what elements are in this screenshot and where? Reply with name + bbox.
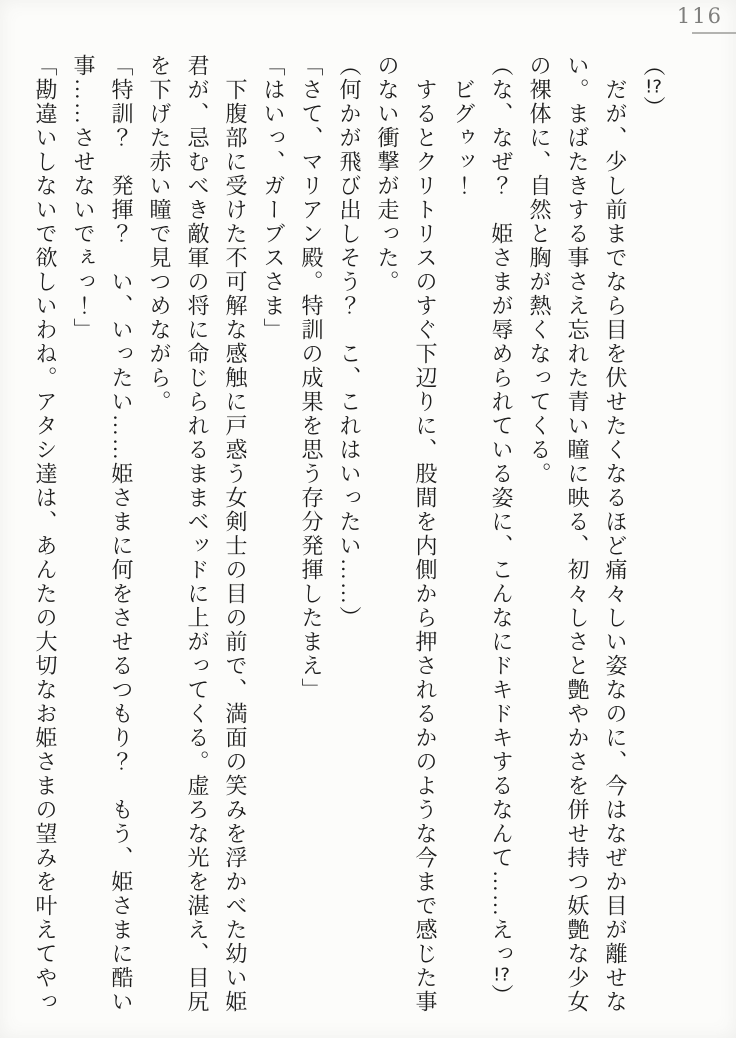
text-line: だが、少し前までなら目を伏せたくなるほど痛々しい姿なのに、今はなぜか目が離せな	[603, 78, 628, 1014]
text-line: のない衝撃が走った。	[375, 54, 400, 294]
text-line: （何かが飛び出しそう？ こ、これはいったい……）	[337, 54, 362, 630]
page-number: 116	[676, 4, 723, 28]
text-line: （!?）	[641, 54, 666, 121]
text-line: するとクリトリスのすぐ下辺りに、股間を内側から押されるかのような今まで感じた事	[413, 78, 438, 1014]
text-line: ビグゥッ！	[451, 78, 476, 198]
text-line: 事……させないでぇっ！」	[71, 54, 96, 342]
page-number-rule	[692, 32, 736, 34]
text-line: 「さて、マリアン殿。特訓の成果を思う存分発揮したまえ」	[299, 54, 324, 702]
text-line: 下腹部に受けた不可解な感触に戸惑う女剣士の目の前で、満面の笑みを浮かべた幼い姫	[223, 78, 248, 1014]
text-line: の裸体に、自然と胸が熱くなってくる。	[527, 54, 552, 486]
text-line: を下げた赤い瞳で見つめながら。	[147, 54, 172, 414]
text-line: （な、なぜ？ 姫さまが辱められている姿に、こんなにドキドキするなんて……えっ!?）	[489, 54, 514, 1009]
text-line: 「勘違いしないで欲しいわね。アタシ達は、あんたの大切なお姫さまの望みを叶えてやっ	[33, 54, 58, 1014]
interrobang-tcy: !?	[493, 966, 510, 985]
interrobang-tcy: !?	[645, 78, 662, 97]
text-line: 「特訓？ 発揮？ い、いったい……姫さまに何をさせるつもり？ もう、姫さまに酷い	[109, 54, 134, 1014]
text-line: い。まばたきする事さえ忘れた青い瞳に映る、初々しさと艶やかさを併せ持つ妖艶な少女	[565, 54, 590, 1014]
text-line: 「はいっ、ガーブスさま」	[261, 54, 286, 342]
text-line: 君が、忌むべき敵軍の将に命じられるままベッドに上がってくる。虚ろな光を湛え、目尻	[185, 54, 210, 1014]
text-block	[26, 54, 672, 1016]
